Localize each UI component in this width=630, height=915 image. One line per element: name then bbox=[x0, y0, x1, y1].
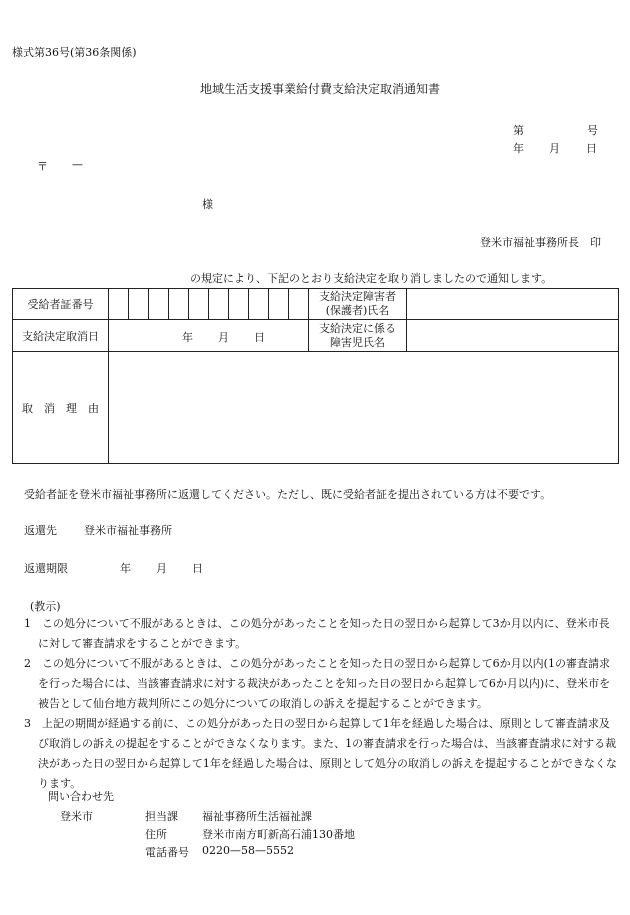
digit-box[interactable] bbox=[189, 289, 209, 319]
teaching-item-3: 3 上記の期間が経過する前に、この処分があった日の翌日から起算して1年を経過した場合は、原則として審査請求及び取消しの訴えの提起をすることができなくなります。また、1の審査請求を行った場合は、当該審査請求に対する裁決があった日の翌日から起算して1年を経過した場合は、原則として処分の取消しの訴えを提起することができなくなります。 bbox=[24, 717, 617, 790]
return-to-value: 登米市福祉事務所 bbox=[84, 524, 172, 537]
digit-box[interactable] bbox=[129, 289, 149, 319]
cert-no-label: 受給者証番号 bbox=[13, 289, 109, 320]
honorific: 様 bbox=[202, 198, 213, 211]
disabled-person-field[interactable] bbox=[407, 289, 619, 320]
contact-dept-label: 担当課 bbox=[145, 810, 178, 823]
return-to-label: 返還先 bbox=[24, 524, 57, 537]
disabled-person-label-1: 支給決定障害者 bbox=[319, 290, 396, 303]
number-go: 号 bbox=[587, 124, 598, 137]
child-label-2: 障害児氏名 bbox=[330, 335, 385, 349]
reason-field[interactable] bbox=[109, 352, 619, 464]
return-deadline-label: 返還期限 bbox=[24, 562, 68, 575]
postal-dash: — bbox=[72, 158, 83, 171]
form-number: 様式第36号(第36条関係) bbox=[12, 46, 137, 59]
page-title: 地域生活支援事業給付費支給決定取消通知書 bbox=[200, 82, 441, 96]
teaching-item-2: 2 この処分について不服があるときは、この処分があったことを知った日の翌日から起算して6か月以内(1の審査請求を行った場合には、当該審査請求に対する裁決があったことを知った日の翌日から起算して6か月以内)に、登米市を被告として仙台地方裁判所にこの処分についての取消しの訴えを提起することができます。 bbox=[24, 657, 611, 710]
child-name-field[interactable] bbox=[407, 320, 619, 352]
contact-dept-value: 福祉事務所生活福祉課 bbox=[202, 810, 312, 823]
teaching-item-1: 1 この処分について不服があるときは、この処分があったことを知った日の翌日から起算して3か月以内に、登米市長に対して審査請求をすることができます。 bbox=[24, 617, 610, 650]
number-dai: 第 bbox=[513, 124, 524, 137]
digit-box[interactable] bbox=[169, 289, 189, 319]
date-year: 年 bbox=[513, 142, 524, 155]
disabled-person-label-2: (保護者)氏名 bbox=[325, 304, 390, 317]
child-label bbox=[309, 320, 407, 352]
date-month: 月 bbox=[549, 142, 560, 155]
digit-box[interactable] bbox=[269, 289, 289, 319]
digit-box[interactable] bbox=[229, 289, 249, 319]
digit-box[interactable] bbox=[289, 289, 308, 319]
cert-no-boxes[interactable] bbox=[109, 289, 309, 320]
return-deadline-year: 年 bbox=[120, 562, 131, 575]
contact-addr-value: 登米市南方町新高石浦130番地 bbox=[202, 828, 355, 841]
digit-box[interactable] bbox=[149, 289, 169, 319]
cancel-date-year: 年 bbox=[182, 331, 193, 344]
issuer: 登米市福祉事務所長 印 bbox=[480, 236, 601, 249]
cancel-date-label: 支給決定取消日 bbox=[13, 320, 109, 352]
child-label-1: 支給決定に係る bbox=[319, 321, 396, 335]
date-day: 日 bbox=[586, 142, 597, 155]
contact-tel-label: 電話番号 bbox=[145, 846, 189, 859]
teaching-heading: (教示) bbox=[30, 600, 61, 613]
contact-addr-label: 住所 bbox=[145, 828, 167, 841]
return-deadline-month: 月 bbox=[156, 562, 167, 575]
disabled-person-label bbox=[309, 289, 407, 320]
digit-box[interactable] bbox=[209, 289, 229, 319]
digit-box[interactable] bbox=[109, 289, 129, 319]
reason-label: 取 消 理 由 bbox=[13, 352, 109, 464]
decision-table bbox=[12, 288, 619, 464]
return-notice: 受給者証を登米市福祉事務所に返還してください。ただし、既に受給者証を提出されている方は不要です。 bbox=[24, 488, 552, 501]
cancel-date-field[interactable] bbox=[109, 320, 309, 352]
cancel-date-month: 月 bbox=[218, 331, 229, 344]
intro-text: の規定により、下記のとおり支給決定を取り消しましたので通知します。 bbox=[190, 272, 553, 285]
contact-tel-value: 0220—58—5552 bbox=[202, 844, 294, 857]
cancel-date-day: 日 bbox=[254, 331, 265, 344]
contact-org: 登米市 bbox=[60, 810, 93, 823]
digit-box[interactable] bbox=[249, 289, 269, 319]
teaching-list bbox=[24, 614, 620, 794]
postal-mark: 〒 bbox=[37, 160, 48, 173]
contact-heading: 問い合わせ先 bbox=[48, 790, 114, 803]
return-deadline-day: 日 bbox=[192, 562, 203, 575]
